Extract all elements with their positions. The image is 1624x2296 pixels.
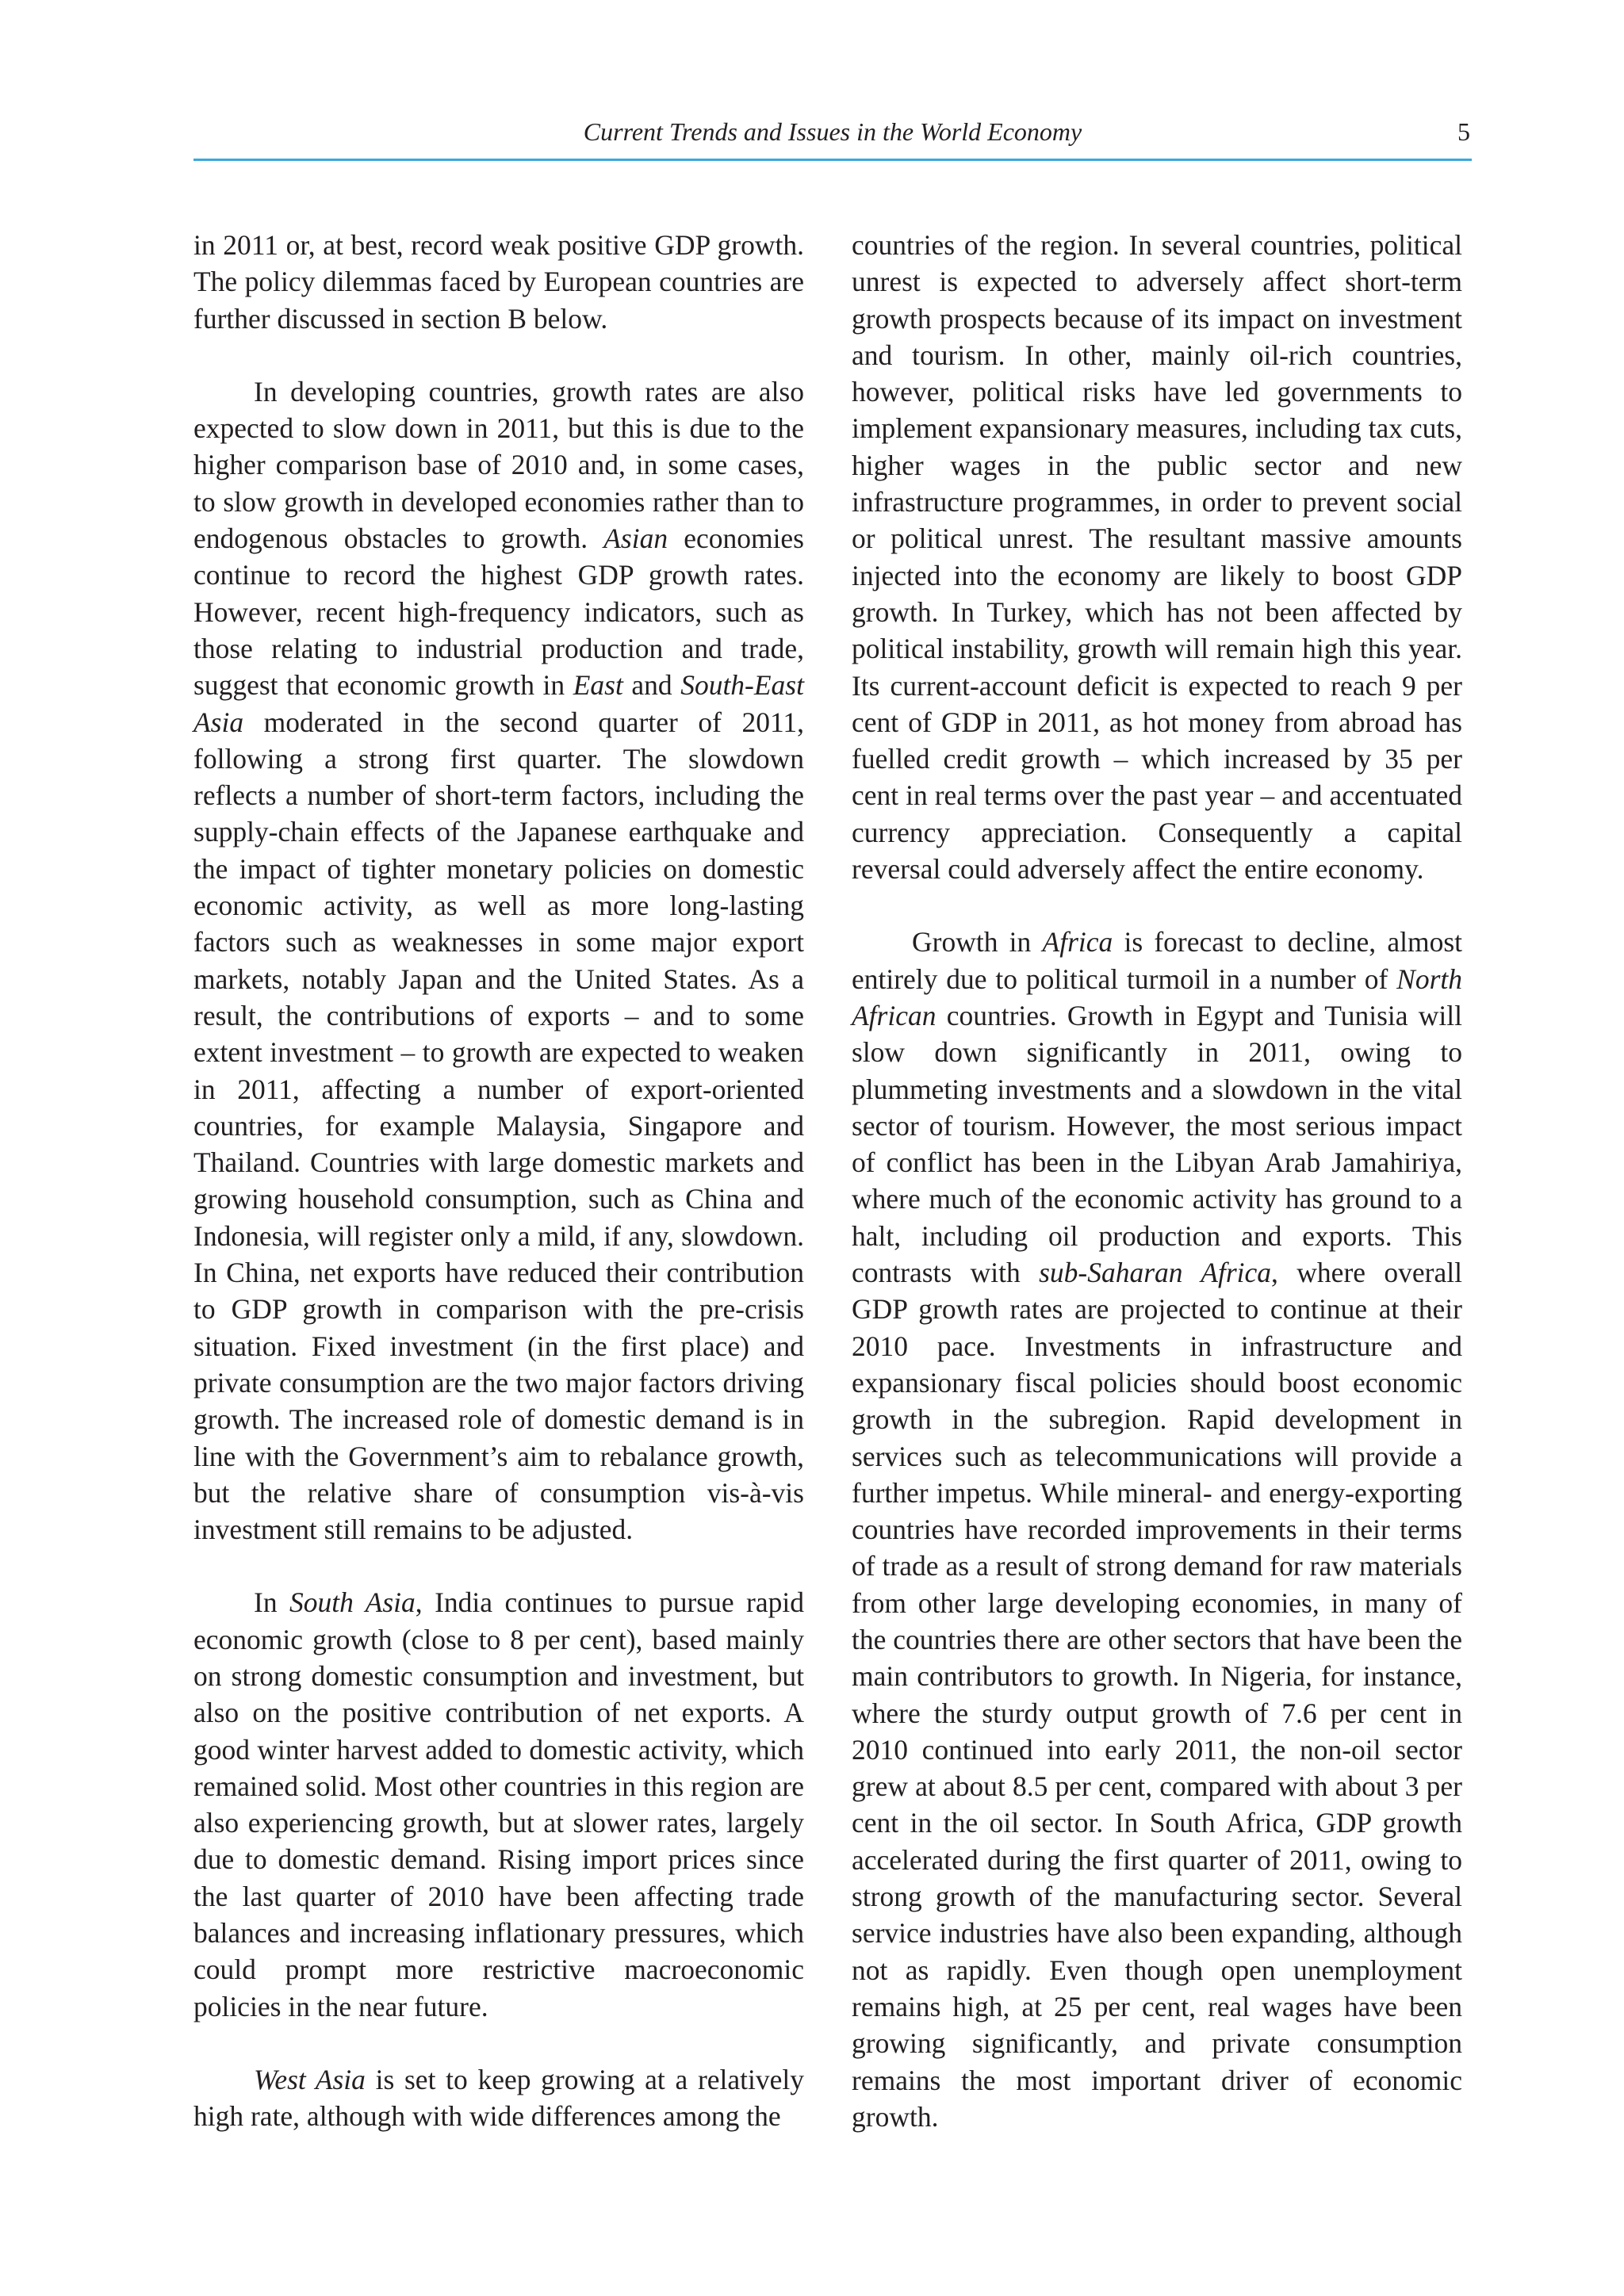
- paragraph-europe-continued: [193, 227, 804, 337]
- paragraph-text: In: [254, 1586, 290, 1619]
- paragraph-text: and: [622, 669, 681, 702]
- paragraph-west-asia: [193, 2061, 804, 2135]
- emphasis-region: North African: [852, 962, 1462, 1031]
- paragraph-text: is set to keep growing at a relatively high rate, although with wide differences among the: [193, 2063, 804, 2133]
- running-header: [193, 111, 1472, 159]
- paragraph-text: , India continues to pursue rapid economic growth (close to 8 per cent), based mainly on strong domestic consumption and investment, but also on the positive contribution of net exports. A good winter harvest added to domestic activity, which remained solid. Most other countries in this region are also experiencing growth, but at slower rates, largely due to domestic demand. Rising import prices since the last quarter of 2010 have been affecting trade balances and increasing inflationary pressures, which could prompt more restrictive macroeconomic policies in the near future.: [193, 1586, 804, 2022]
- right-column: [852, 227, 1462, 2135]
- paragraph-text: Growth in: [912, 926, 1043, 959]
- emphasis-region: South-East Asia: [193, 669, 804, 738]
- paragraph-developing-countries: [193, 373, 804, 1548]
- page-number: 5: [1457, 117, 1470, 146]
- header-rule: [193, 159, 1472, 161]
- paragraph-text: moderated in the second quarter of 2011, following a strong first quarter. The slowdown reflects a number of short-term factors, including the supply-chain effects of the Japanese earthquake and the impact of tighter monetary policies on domestic economic activity, as well as more long-lasting factors such as weaknesses in some major export markets, notably Japan and the United States. As a result, the contributions of exports – and to some extent investment – to growth are expected to weaken in 2011, affecting a number of export-oriented countries, for example Malaysia, Singapore and Thailand. Countries with large domestic markets and growing household consumption, such as China and Indonesia, will register only a mild, if any, slowdown. In China, net exports have reduced their contribution to GDP growth in comparison with the pre-crisis situation. Fixed investment (in the first place) and private consumption are the two major factors driving growth. The increased role of domestic demand is in line with the Government’s aim to rebalance growth, but the relative share of consumption vis-à-vis investment still remains to be adjusted.: [193, 706, 804, 1546]
- left-column: [193, 227, 804, 2135]
- paragraph-text: in 2011 or, at best, record weak positive GDP growth. The policy dilemmas faced by European countries are further discussed in section B below.: [193, 229, 804, 335]
- emphasis-region: Africa: [1042, 926, 1113, 959]
- paragraph-text: economies continue to record the highest GDP growth rates. However, recent high-frequency indicators, such as those relating to industrial production and trade, suggest that economic growth in: [193, 522, 804, 702]
- paragraph-africa: [852, 924, 1462, 2135]
- paragraph-text: is forecast to decline, almost entirely due to political turmoil in a number of: [852, 926, 1462, 995]
- running-header-title: Current Trends and Issues in the World Economy: [583, 117, 1082, 146]
- paragraph-text: countries. Growth in Egypt and Tunisia will slow down significantly in 2011, owing to plummeting investments and a slowdown in the vital sector of tourism. However, the most serious impact of conflict has been in the Libyan Arab Jamahiriya, where much of the economic activity has ground to a halt, including oil production and exports. This contrasts with: [852, 999, 1462, 1289]
- emphasis-region: South Asia: [289, 1586, 416, 1619]
- emphasis-region: East: [573, 669, 623, 702]
- paragraph-west-asia-continued: [852, 227, 1462, 887]
- emphasis-region: Asian: [603, 522, 668, 555]
- emphasis-region: sub-Saharan Africa: [1039, 1257, 1272, 1289]
- paragraph-text: countries of the region. In several countries, political unrest is expected to adversely affect short-term growth prospects because of its impact on investment and tourism. In other, mainly oil-rich countries, however, political risks have led governments to implement expansionary measures, including tax cuts, higher wages in the public sector and new infrastructure programmes, in order to prevent social or political unrest. The resultant massive amounts injected into the economy are likely to boost GDP growth. In Turkey, which has not been affected by political instability, growth will remain high this year. Its current-account deficit is expected to reach 9 per cent of GDP in 2011, as hot money from abroad has fuelled credit growth – which increased by 35 per cent in real terms over the past year – and accentuated currency appreciation. Consequently a capital reversal could adversely affect the entire economy.: [852, 229, 1462, 886]
- emphasis-region: West Asia: [254, 2063, 366, 2095]
- paragraph-text: , where overall GDP growth rates are projected to continue at their 2010 pace. Investments in infrastructure and expansionary fiscal policies should boost economic growth in the subregion. Rapid development in services such as telecommunications will provide a further impetus. While mineral- and energy-exporting countries have recorded improvements in their terms of trade as a result of strong demand for raw materials from other large developing economies, in many of the countries there are other sectors that have been the main contributors to growth. In Nigeria, for instance, where the sturdy output growth of 7.6 per cent in 2010 continued into early 2011, the non-oil sector grew at about 8.5 per cent, compared with about 3 per cent in the oil sector. In South Africa, GDP growth accelerated during the first quarter of 2011, owing to strong growth of the manufacturing sector. Several service industries have also been expanding, although not as rapidly. Even though open unemployment remains high, at 25 per cent, real wages have been growing significantly, and private consumption remains the most important driver of economic growth.: [852, 1257, 1462, 2133]
- paragraph-text: In developing countries, growth rates are also expected to slow down in 2011, but this is due to the higher comparison base of 2010 and, in some cases, to slow growth in developed economies rather than to endogenous obstacles to growth.: [193, 375, 804, 555]
- paragraph-south-asia: [193, 1584, 804, 2025]
